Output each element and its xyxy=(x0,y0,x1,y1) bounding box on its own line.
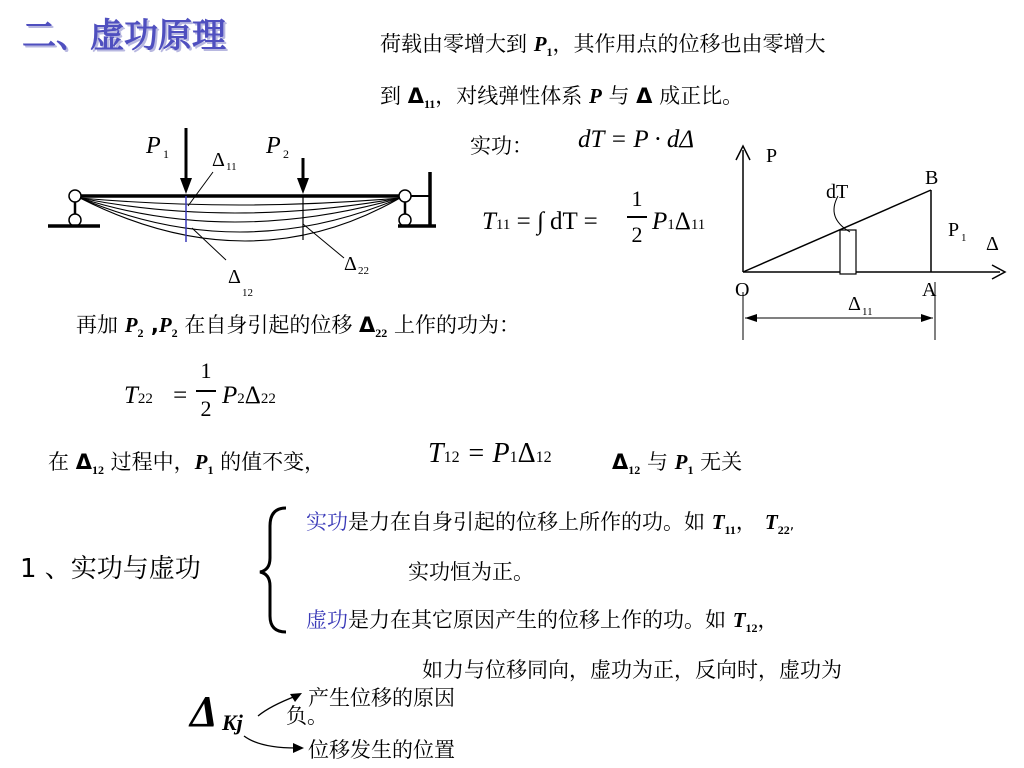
d12-label: Δ xyxy=(228,266,241,288)
intro-symbol-sub: 1 xyxy=(546,45,553,59)
t22-lhs-sub: 22 xyxy=(137,391,153,407)
page-title: 二、虚功原理 xyxy=(22,16,226,56)
intro-text: 与 xyxy=(601,84,637,108)
t11-frac-num: 1 xyxy=(631,186,643,211)
p1-label: P xyxy=(146,133,161,159)
real-work-def-text: 是力在自身引起的位移上所作的功。如 xyxy=(348,510,712,534)
real-t11: T xyxy=(711,510,725,534)
t22-rhs-p: P xyxy=(222,382,238,409)
t12-delta: Δ xyxy=(75,450,92,474)
graph-dT: dT xyxy=(826,181,849,203)
add-p2-sub: 22 xyxy=(375,326,388,340)
real-t11-sub: 11 xyxy=(724,523,736,537)
t12-p: P xyxy=(194,450,208,474)
intro-symbol-sub: 11 xyxy=(423,97,436,111)
t12-formula-delta: Δ xyxy=(517,438,536,469)
intro-text: 到 xyxy=(380,84,408,108)
real-work-label: 实功： xyxy=(470,134,533,158)
add-p2-text: 上作的功为： xyxy=(387,313,520,337)
intro-text: 成正比。 xyxy=(652,84,744,108)
t12-formula-p-sub: 1 xyxy=(509,449,518,466)
t22-rhs-sub: 2 xyxy=(237,391,245,407)
virtual-comma: ， xyxy=(757,608,779,632)
graph-d11-sub: 11 xyxy=(862,306,873,318)
p2-label-sub: 2 xyxy=(283,147,289,161)
t12-text: 与 xyxy=(640,450,675,474)
t12-text: 在 xyxy=(48,450,76,474)
t12-formula-t-sub: 12 xyxy=(443,449,460,466)
real-work-term: 实功 xyxy=(306,510,348,534)
delta-kj-cause: 产生位移的原因 xyxy=(308,686,455,710)
virtual-work-sign: 如力与位移同向，虚功为正，反向时，虚功为 xyxy=(422,658,842,682)
t11-frac-den: 2 xyxy=(631,222,643,247)
t12-text: 过程中， xyxy=(103,450,195,474)
intro-symbol-delta: Δ xyxy=(407,84,424,108)
real-sep: ， xyxy=(735,510,757,534)
real-t22: T xyxy=(764,510,778,534)
section-heading: 1 、实功与虚功 xyxy=(20,554,201,584)
graph-p1-sub: 1 xyxy=(961,232,967,244)
t22-den: 2 xyxy=(200,396,212,421)
graph-point-b: B xyxy=(925,167,939,189)
location-arrow xyxy=(244,736,296,748)
t12-sub: 12 xyxy=(91,463,104,477)
location-arrow-head xyxy=(293,743,304,753)
t12-text: 的值不变， xyxy=(213,450,326,474)
t11-tail-sub: 1 xyxy=(667,217,675,233)
graph-point-a: A xyxy=(922,279,937,301)
graph-y-label: P xyxy=(766,145,778,167)
real-work-positive: 实功恒为正。 xyxy=(408,560,534,584)
t12-formula-eq: = P xyxy=(459,438,510,469)
t11-tail-delta-sub: 11 xyxy=(690,217,706,233)
virtual-work-term: 虚功 xyxy=(306,608,348,632)
real-comma: , xyxy=(789,517,795,533)
t12-sub: 1 xyxy=(687,463,694,477)
add-p2-symbol: P xyxy=(158,313,172,337)
t12-sub: 12 xyxy=(628,463,641,477)
intro-symbol-p: P xyxy=(533,32,547,56)
d12-label-sub: 12 xyxy=(242,287,253,299)
add-p2-sub: 2 xyxy=(137,326,144,340)
delta-kj-symbol: Δ xyxy=(190,687,218,736)
delta-kj-sub: Kj xyxy=(222,710,243,735)
add-p2-sub: 2 xyxy=(171,326,178,340)
t22-eq: = xyxy=(173,382,188,409)
virtual-t12: T xyxy=(732,608,746,632)
t12-tail-delta: Δ xyxy=(612,450,629,474)
t22-num: 1 xyxy=(200,358,212,383)
d11-label-sub: 11 xyxy=(226,161,237,173)
t11-lhs-sub: 11 xyxy=(495,217,511,233)
intro-text: 荷载由零增大到 xyxy=(380,32,534,56)
graph-d11: Δ xyxy=(848,293,861,315)
t12-tail-p: P xyxy=(674,450,688,474)
t12-text: 无关 xyxy=(693,450,743,474)
intro-text: ，其作用点的位移也由零增大 xyxy=(552,32,826,56)
d22-label: Δ xyxy=(344,253,357,275)
add-p2-text: 在自身引起的位移 xyxy=(177,313,359,337)
graph-origin: O xyxy=(735,279,750,301)
t12-formula-delta-sub: 12 xyxy=(535,449,552,466)
t11-lhs: T xyxy=(482,208,496,235)
virtual-work-negative: 负。 xyxy=(286,704,328,728)
t12-sub: 1 xyxy=(207,463,214,477)
real-work-formula: dT = P · dΔ xyxy=(578,126,695,153)
p2-label: P xyxy=(266,133,281,159)
virtual-work-def-text: 是力在其它原因产生的位移上作的功。如 xyxy=(348,608,733,632)
t11-tail-delta: Δ xyxy=(674,208,691,235)
d22-label-sub: 22 xyxy=(358,265,369,277)
t12-formula-t: T xyxy=(428,438,444,469)
add-p2-symbol: P xyxy=(124,313,138,337)
d11-label: Δ xyxy=(212,149,225,171)
intro-text: ，对线弹性体系 xyxy=(435,84,589,108)
intro-symbol-delta: Δ xyxy=(636,84,653,108)
add-p2-text: 再加 xyxy=(76,313,125,337)
virtual-t12-sub: 12 xyxy=(745,621,758,635)
t22-lhs-t: T xyxy=(124,382,138,409)
add-p2-delta: Δ xyxy=(359,313,376,337)
delta-kj-location: 位移发生的位置 xyxy=(308,738,455,762)
t22-rhs-delta: Δ xyxy=(244,382,261,409)
t11-tail-p: P xyxy=(652,208,668,235)
add-p2-comma: , xyxy=(143,313,159,337)
graph-x-label: Δ xyxy=(986,233,999,255)
graph-p1: P xyxy=(948,219,960,241)
real-t22-sub: 22 xyxy=(777,523,790,537)
p1-label-sub: 1 xyxy=(163,147,169,161)
t22-rhs-delta-sub: 22 xyxy=(260,391,276,407)
intro-symbol-p: P xyxy=(588,84,602,108)
cause-arrow xyxy=(258,696,296,716)
t11-rhs: = ∫ dT = xyxy=(516,208,598,235)
